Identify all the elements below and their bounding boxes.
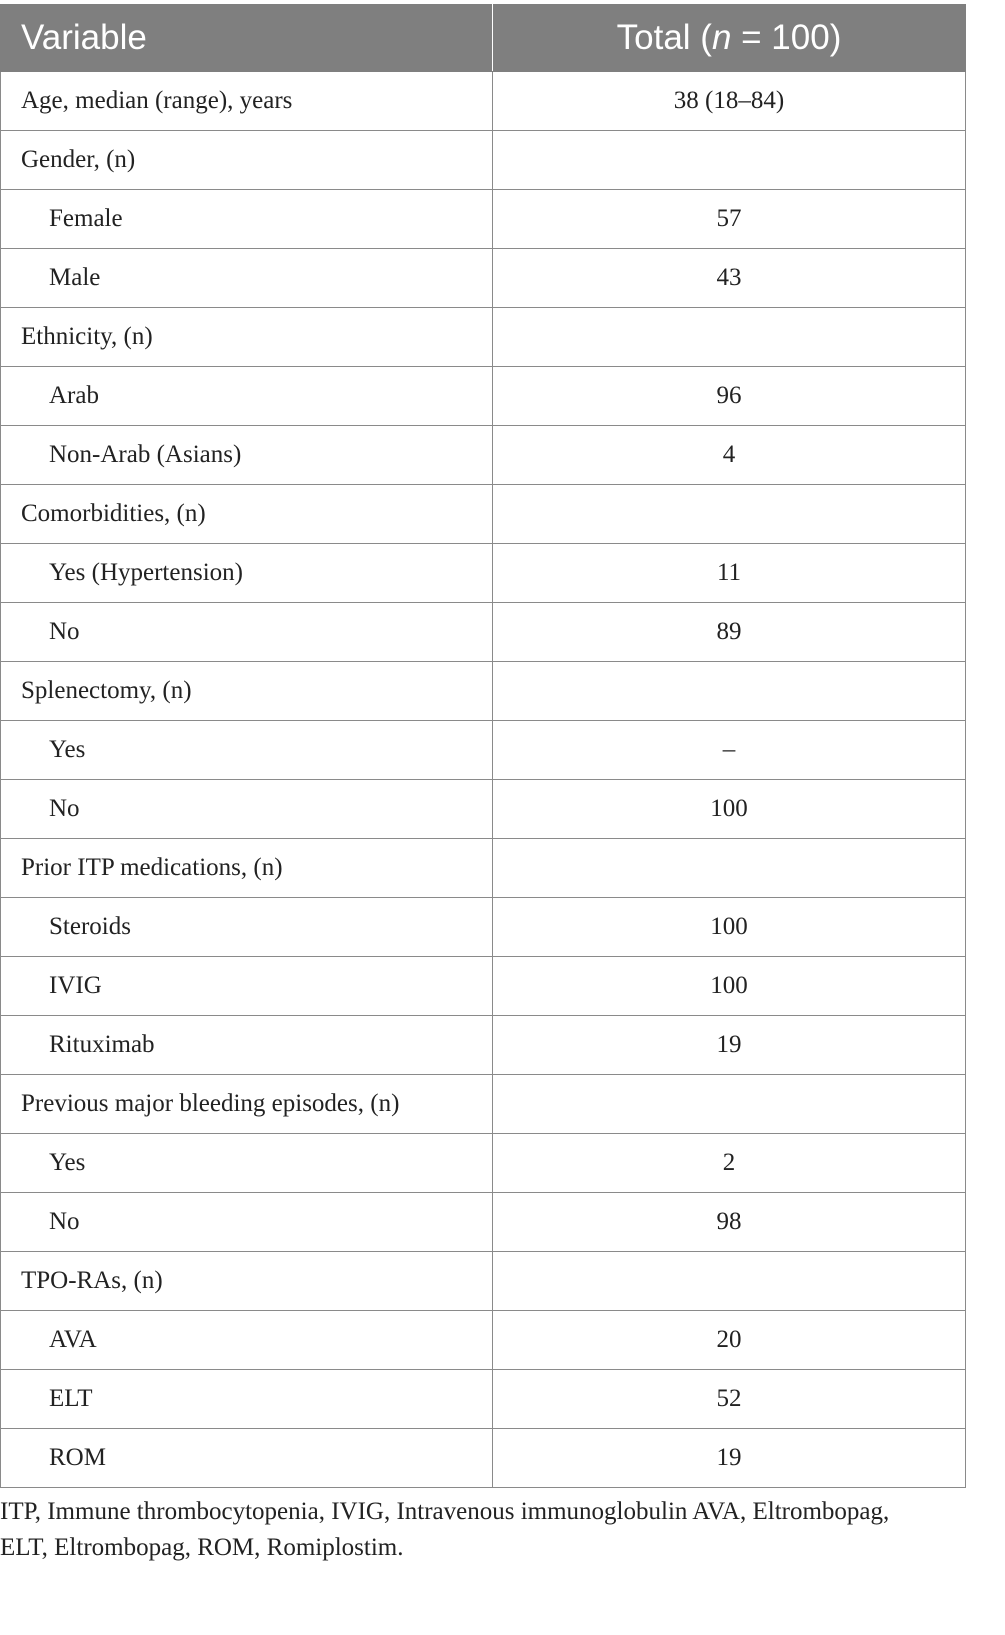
row-value (493, 1252, 966, 1311)
row-label: IVIG (1, 957, 493, 1016)
table-row (1, 1075, 966, 1134)
table-row (1, 308, 966, 367)
row-value: 4 (493, 426, 966, 485)
row-value (493, 1075, 966, 1134)
row-label: Arab (1, 367, 493, 426)
row-label: Age, median (range), years (1, 72, 493, 131)
row-value (493, 839, 966, 898)
demographics-table (0, 4, 966, 1488)
row-label: Yes (1, 1134, 493, 1193)
row-label: Splenectomy, (n) (1, 662, 493, 721)
table-body (1, 72, 966, 1488)
table-row (1, 603, 966, 662)
table-row (1, 1311, 966, 1370)
row-label: Yes (1, 721, 493, 780)
row-value: 11 (493, 544, 966, 603)
table-row (1, 131, 966, 190)
row-label: Ethnicity, (n) (1, 308, 493, 367)
row-value: 57 (493, 190, 966, 249)
row-label: Previous major bleeding episodes, (n) (1, 1075, 493, 1134)
table-row (1, 1429, 966, 1488)
table-header-row (1, 5, 966, 72)
row-label: Comorbidities, (n) (1, 485, 493, 544)
header-total-n: n (711, 18, 732, 57)
row-value: 100 (493, 957, 966, 1016)
row-value: 43 (493, 249, 966, 308)
row-value: 89 (493, 603, 966, 662)
table-row (1, 662, 966, 721)
row-value (493, 485, 966, 544)
row-value (493, 662, 966, 721)
row-label: TPO-RAs, (n) (1, 1252, 493, 1311)
row-label: Prior ITP medications, (n) (1, 839, 493, 898)
table-row (1, 1193, 966, 1252)
header-total-suffix: = 100) (731, 18, 842, 57)
footnote-line-2: ELT, Eltrombopag, ROM, Romiplostim. (0, 1534, 404, 1561)
row-label: No (1, 1193, 493, 1252)
table-row (1, 839, 966, 898)
table-row (1, 367, 966, 426)
row-label: Gender, (n) (1, 131, 493, 190)
row-value: 100 (493, 780, 966, 839)
table-row (1, 72, 966, 131)
table-row (1, 485, 966, 544)
table-row (1, 1370, 966, 1429)
header-total (493, 5, 966, 72)
row-label: AVA (1, 1311, 493, 1370)
table-row (1, 249, 966, 308)
table-row (1, 1252, 966, 1311)
table-row (1, 190, 966, 249)
row-value: 19 (493, 1429, 966, 1488)
table-row (1, 1016, 966, 1075)
row-label: Steroids (1, 898, 493, 957)
row-label: Rituximab (1, 1016, 493, 1075)
table-row (1, 721, 966, 780)
row-value: – (493, 721, 966, 780)
row-label: No (1, 603, 493, 662)
header-variable: Variable (1, 5, 493, 72)
footnote-line-1: ITP, Immune thrombocytopenia, IVIG, Intravenous immunoglobulin AVA, Eltrombopag, (0, 1498, 890, 1525)
row-label: No (1, 780, 493, 839)
table-row (1, 957, 966, 1016)
table-row (1, 1134, 966, 1193)
table-row (1, 898, 966, 957)
row-value: 20 (493, 1311, 966, 1370)
table-row (1, 426, 966, 485)
row-label: ELT (1, 1370, 493, 1429)
row-value: 38 (18–84) (493, 72, 966, 131)
table-row (1, 544, 966, 603)
row-value (493, 131, 966, 190)
table-footnote (0, 1494, 960, 1566)
header-total-prefix: Total ( (616, 18, 712, 57)
table-row (1, 780, 966, 839)
row-label: Non-Arab (Asians) (1, 426, 493, 485)
row-value: 19 (493, 1016, 966, 1075)
row-value (493, 308, 966, 367)
demographics-table-container (0, 4, 965, 1488)
row-label: Female (1, 190, 493, 249)
row-label: Yes (Hypertension) (1, 544, 493, 603)
row-value: 96 (493, 367, 966, 426)
row-value: 52 (493, 1370, 966, 1429)
row-label: ROM (1, 1429, 493, 1488)
row-value: 2 (493, 1134, 966, 1193)
row-value: 98 (493, 1193, 966, 1252)
row-label: Male (1, 249, 493, 308)
row-value: 100 (493, 898, 966, 957)
